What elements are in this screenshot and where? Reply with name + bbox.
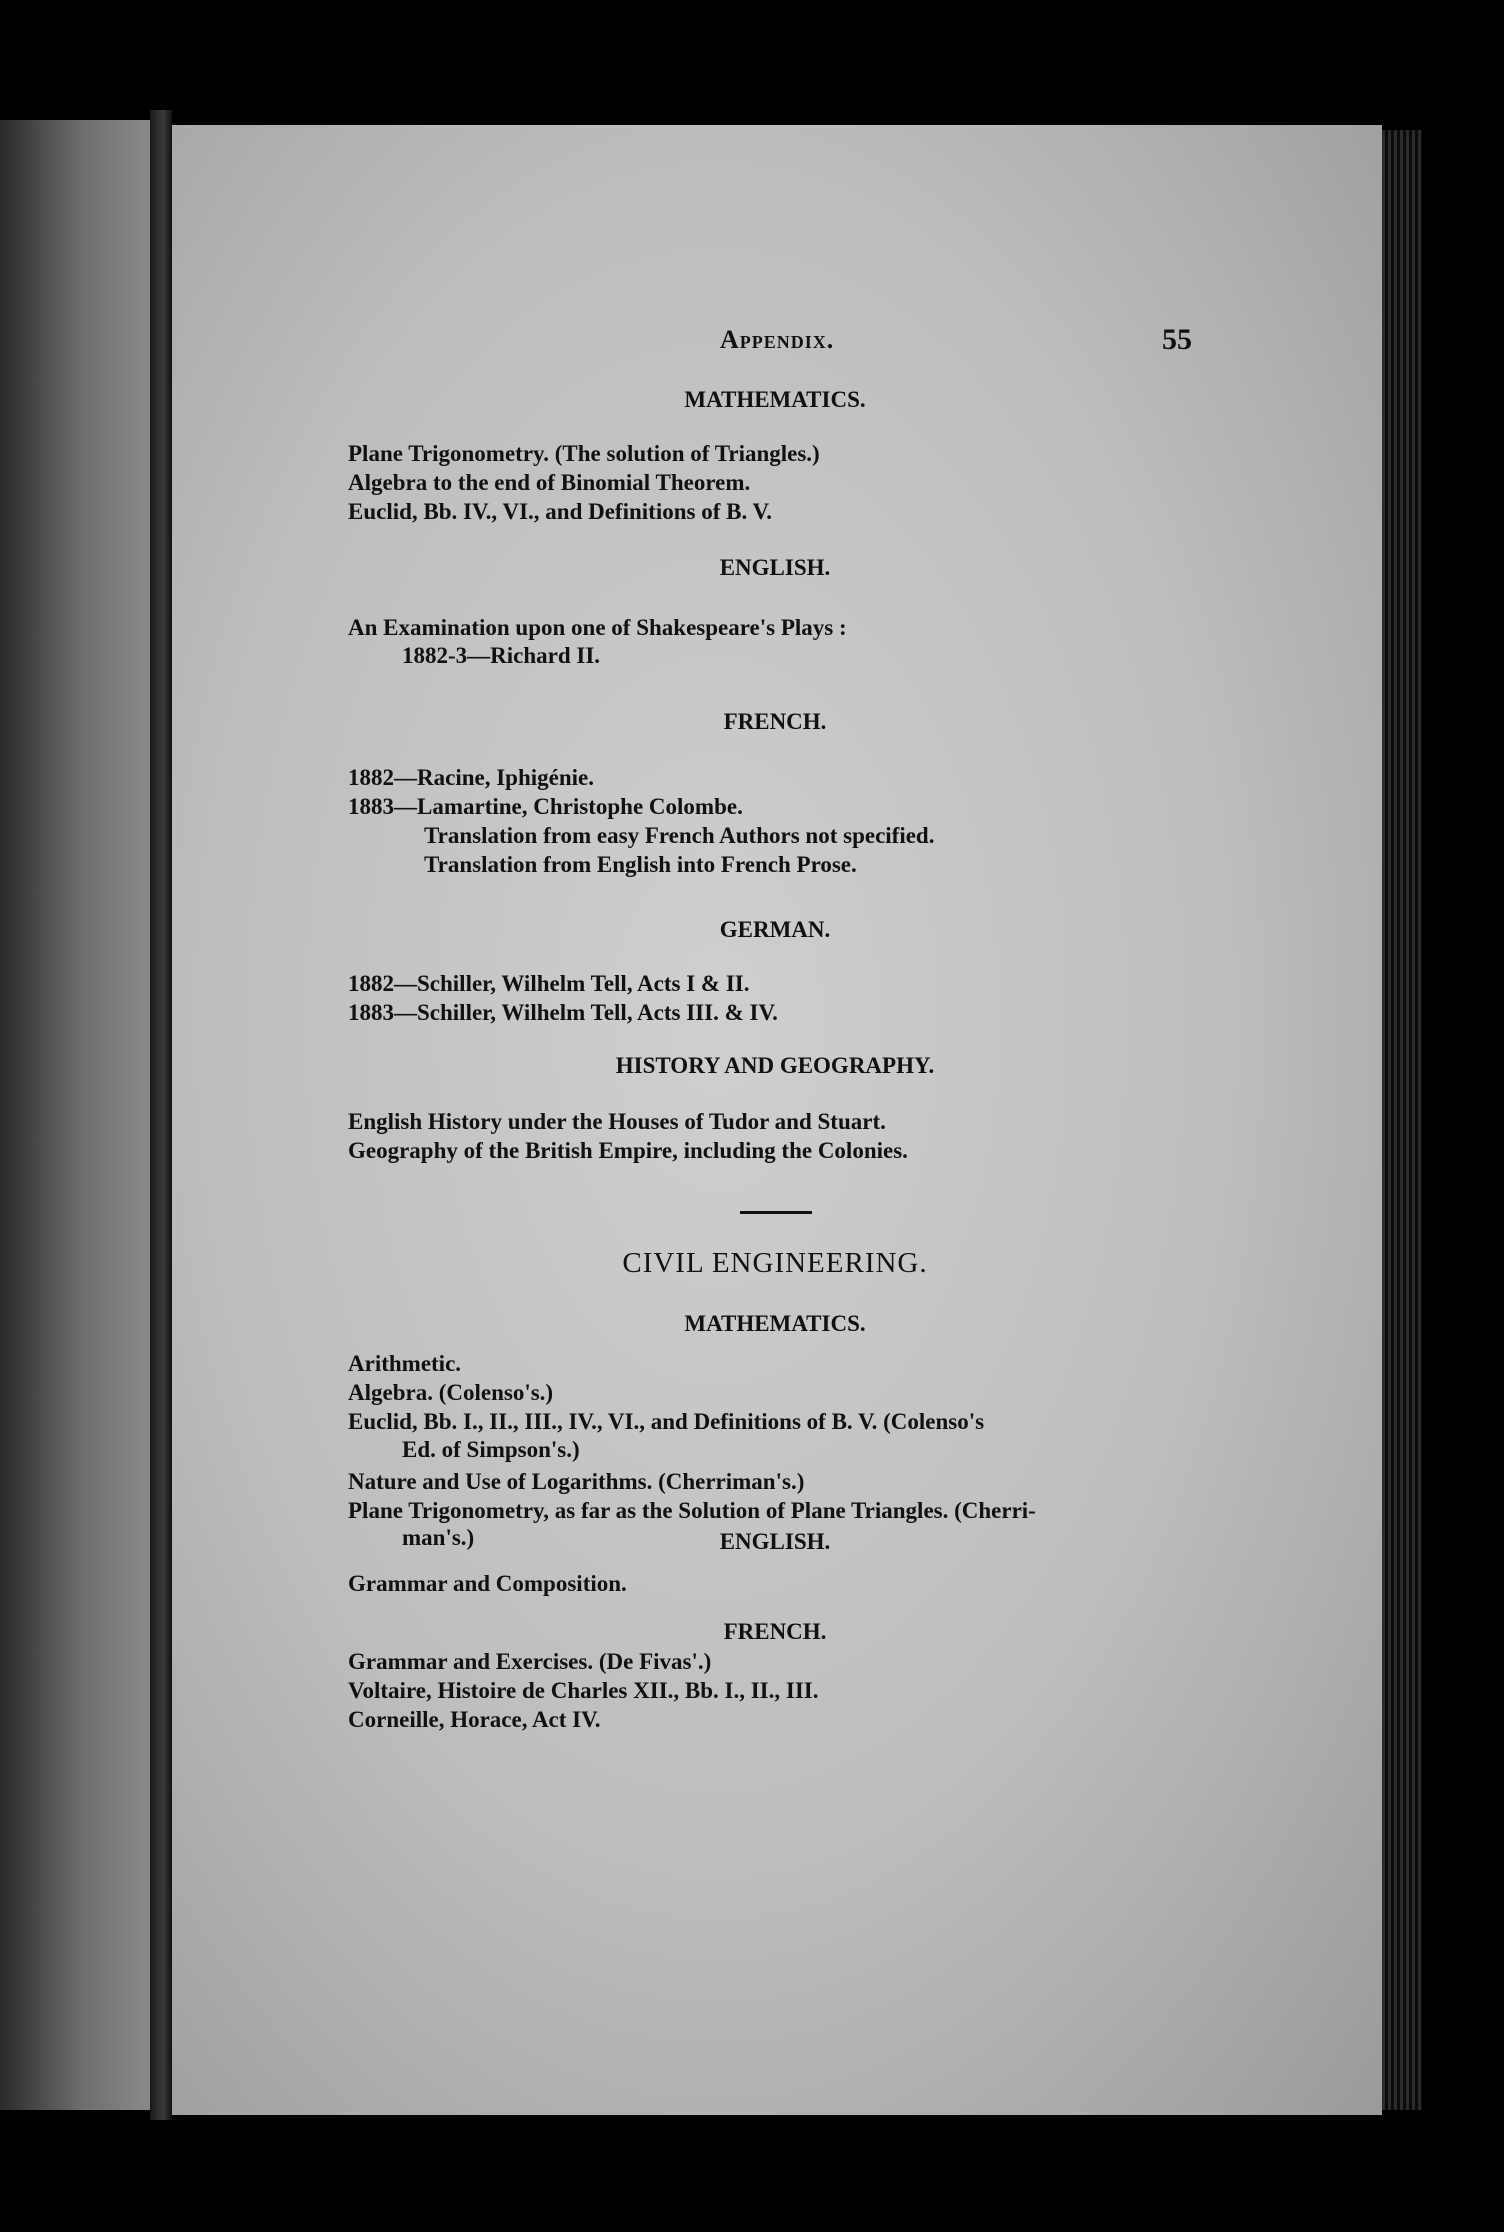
text-line: Translation from easy French Authors not specified.: [424, 823, 935, 848]
page-number: 55: [1162, 323, 1192, 356]
text-line: 1882—Schiller, Wilhelm Tell, Acts I & II.: [348, 971, 750, 996]
text-line: 1882-3—Richard II.: [402, 643, 601, 668]
book-gutter: [150, 110, 172, 2120]
section-heading-mathematics: MATHEMATICS.: [684, 1311, 866, 1336]
text-line: Euclid, Bb. I., II., III., IV., VI., and Definitions of B. V. (Colenso's: [348, 1409, 985, 1434]
text-line: Translation from English into French Prose.: [424, 852, 857, 877]
section-heading-french: FRENCH.: [723, 1619, 827, 1644]
text-line: Grammar and Exercises. (De Fivas'.): [348, 1649, 712, 1674]
text-line: Plane Trigonometry, as far as the Solution of Plane Triangles. (Cherri-: [348, 1498, 1036, 1523]
text-line: 1883—Lamartine, Christophe Colombe.: [348, 794, 743, 819]
page-edges: [1382, 130, 1422, 2110]
text-line: Algebra to the end of Binomial Theorem.: [348, 470, 751, 495]
section-heading-mathematics: MATHEMATICS.: [684, 387, 866, 412]
text-line: Geography of the British Empire, including the Colonies.: [348, 1138, 908, 1163]
text-line: Voltaire, Histoire de Charles XII., Bb. I., II., III.: [348, 1678, 819, 1703]
book-page: [172, 125, 1382, 2115]
section-heading-history-geography: HISTORY AND GEOGRAPHY.: [615, 1053, 935, 1078]
section-divider-rule: [740, 1211, 812, 1214]
running-head: Appendix.: [720, 325, 835, 354]
left-page-edge: [0, 120, 150, 2110]
text-line: Corneille, Horace, Act IV.: [348, 1707, 601, 1732]
text-line: Euclid, Bb. IV., VI., and Definitions of B. V.: [348, 499, 772, 524]
section-heading-english: ENGLISH.: [719, 1529, 831, 1554]
text-line: Plane Trigonometry. (The solution of Triangles.): [348, 441, 820, 466]
text-line: Algebra. (Colenso's.): [348, 1380, 554, 1405]
text-line: Nature and Use of Logarithms. (Cherriman's.): [348, 1469, 805, 1494]
civil-engineering-title: CIVIL ENGINEERING.: [622, 1247, 928, 1279]
text-line: English History under the Houses of Tudor and Stuart.: [348, 1109, 886, 1134]
text-line: 1882—Racine, Iphigénie.: [348, 765, 594, 790]
text-line: An Examination upon one of Shakespeare's Plays :: [348, 615, 847, 640]
text-line: 1883—Schiller, Wilhelm Tell, Acts III. & IV.: [348, 1000, 778, 1025]
section-heading-french: FRENCH.: [723, 709, 827, 734]
text-line: Grammar and Composition.: [348, 1571, 627, 1596]
section-heading-english: ENGLISH.: [719, 555, 831, 580]
text-line: Arithmetic.: [348, 1351, 462, 1376]
text-line: man's.): [402, 1525, 475, 1550]
section-heading-german: GERMAN.: [719, 917, 831, 942]
text-line: Ed. of Simpson's.): [402, 1437, 580, 1462]
